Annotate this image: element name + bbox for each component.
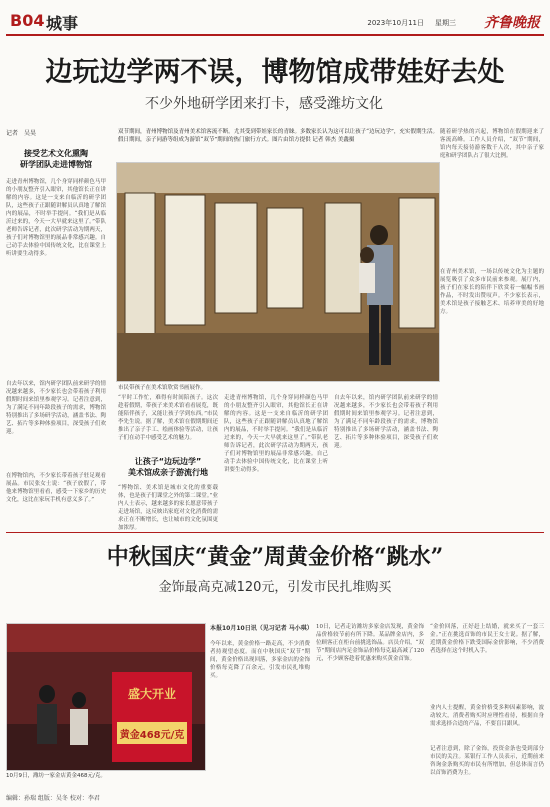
story2-colD: 业内人士提醒，黄金价格受多种因素影响，波动较大，消费者购买时应理性看待，根据自身需求选择合适的产品，不要盲目跟风。 xyxy=(430,705,544,727)
story1-intro: 双节期间，青州博物馆及青州美术馆客流不断。尤其受到带娃家长的青睐。多数家长认为这可以让孩子“边玩边学”，充实假期生活。假日期间，亲子同游等组成为游馆“双节”期间的热门旅行方式。图片由馆方提供 记者 韩杰 美鑫摄 xyxy=(118,129,438,143)
gold-shop-photo xyxy=(6,623,206,771)
story2-colB: 10日，记者走访潍坊多家金店发现，黄金饰品价格较节前有所下降。某品牌金店内，多位顾客正在柜台前挑选饰品。店员介绍，“双节”期间店内足金饰品价格每克最高减了120元，不少顾客趁着优惠来购买黄金首饰。 xyxy=(316,624,424,662)
weekday: 星期三 xyxy=(435,19,456,27)
story1-col7: “博物馆、美术馆是城市文化的重要载体，也是孩子们课堂之外的第二课堂。”业内人士表示，越来越多的家长愿意带孩子走进场馆，这反映出家庭对文化消费的需求正在不断增长，也让城市的文化氛围更加浓厚。 xyxy=(118,485,218,531)
story2-headline: 中秋国庆“黄金”周黄金价格“跳水” xyxy=(106,544,444,570)
sign-price: 黄金468元/克 xyxy=(119,730,185,741)
section-divider xyxy=(6,532,544,533)
story1-col4: 随着研学热的兴起，博物馆在假期迎来了客流高峰。工作人员介绍，“双节”期间，馆内每天接待游客数千人次，其中亲子家庭和研学团队占了很大比例。 xyxy=(440,129,544,159)
story2-subhead: 金饰最高克减120元，引发市民扎堆购买 xyxy=(158,580,392,595)
page-number: B04 xyxy=(10,11,45,30)
story1-col3: 在博物馆内，不少家长带着孩子驻足观看展品。市民张女士说：“孩子放假了，带他来博物馆里看看，感受一下家乡的历史文化，这比在家玩手机有意义多了。” xyxy=(6,473,106,503)
story2-colC: “金价回落，正好赶上结婚，就来买了一套三金。”正在挑选首饰的市民王女士说。据了解，近期黄金价格下跌受国际金价影响，不少消费者选择在这个时机入手。 xyxy=(430,624,544,654)
gold-shop-caption: 10月9日，潍坊一家金店黄金468元/克。 xyxy=(6,773,106,779)
section-name: 城事 xyxy=(46,14,79,33)
story2-colA: 今年以来，黄金价格一路走高，不少消费者持观望态度。而在中秋国庆“双节”期间，黄金价格出现回落，多家金店的金饰价格每克降了百余元，引发市民扎堆购买。 xyxy=(210,641,310,679)
story2-colE: 记者注意到，除了金饰，投资金条也受到部分市民的关注。某银行工作人员表示，近期前来咨询金条购买的市民有所增加，但总体而言仍以首饰消费为主。 xyxy=(430,746,544,776)
story1-col1: 走进青州博物馆，几个身穿同样颜色马甲的小朋友整齐引入眼帘，其他馆长正在讲解的内容。这是一支来自临沂的研学团队，这些孩子正跟随讲解员认真地了解馆内的展品，不时举手提问。“我们是从临沂过来的，今天一大早就来这里了。”带队老师告诉记者，此次研学活动为期两天，孩子们对博物馆里的展品非常感兴趣。自己动手去体验中国传统文化，比在课堂上听讲要生动得多。 xyxy=(6,179,106,257)
story1-subhead: 不少外地研学团来打卡，感受潍坊文化 xyxy=(145,96,383,112)
story1-col2: 自去年以来，馆内研学团队前来研学的情况越来越多，不少家长也会带着孩子利用假期时间来馆里参观学习。记者注意到，为了满足不同年龄段孩子的需求，博物馆特别推出了多场研学活动，涵盖书法、陶艺、拓片等多种体验项目，深受孩子们欢迎。 xyxy=(6,381,106,435)
gold-shop-photo-svg xyxy=(7,624,205,770)
sign-title: 盛大开业 xyxy=(127,687,177,701)
story1-col2-cont: 自去年以来，馆内研学团队前来研学的情况越来越多，不少家长也会带着孩子利用假期时间来馆里参观学习。记者注意到，为了满足不同年龄段孩子的需求，博物馆特别推出了多场研学活动，涵盖书法、陶艺、拓片等多种体验项目，深受孩子们欢迎。 xyxy=(334,395,438,449)
story1-col1-cont: 走进青州博物馆，几个身穿同样颜色马甲的小朋友整齐引入眼帘，其他馆长正在讲解的内容。这是一支来自临沂的研学团队，这些孩子正跟随讲解员认真地了解馆内的展品，不时举手提问。“我们是从临沂过来的，今天一大早就来这里了。”带队老师告诉记者，此次研学活动为期两天，孩子们对博物馆里的展品非常感兴趣。自己动手去体验中国传统文化，比在课堂上听讲要生动得多。 xyxy=(224,395,328,473)
page-header xyxy=(6,8,544,36)
page-footer: 编辑：孙瑞 组版：吴冬 校对：李君 xyxy=(6,795,100,802)
story1-subtitle-2: 让孩子“边玩边学” 美术馆成亲子游流行地 xyxy=(128,457,208,477)
issue-date: 2023年10月11日 xyxy=(367,19,424,27)
museum-photo-svg xyxy=(117,163,439,381)
story1-col6: “平时工作忙，难得有时间陪孩子。这次趁着假期，带孩子来美术馆看看展览，既能陪伴孩子，又能让孩子学到东西。”市民李先生说。据了解，美术馆在假期期间还推出了亲子手工、绘画体验等活动，让孩子们在动手中感受艺术的魅力。 xyxy=(118,395,218,441)
story1-col5: 在青州美术馆，一场以传统文化为主题的展览吸引了众多市民前来参观。展厅内，孩子们在家长的陪伴下欣赏着一幅幅书画作品，不时发出赞叹声。不少家长表示，美术馆是孩子接触艺术、培养审美的好地方。 xyxy=(440,269,544,315)
story1-subtitle-1: 接受艺术文化熏陶 研学团队走进博物馆 xyxy=(20,149,92,169)
story1-headline: 边玩边学两不误，博物馆成带娃好去处 xyxy=(45,57,505,88)
story2-author: 本报10月10日讯（见习记者 马小琪） xyxy=(210,625,313,632)
newspaper-logo: 齐鲁晚报 xyxy=(484,15,540,31)
story1-author: 记者 吴昊 xyxy=(6,130,37,137)
museum-photo-caption: 市民带孩子在美术馆欣赏书画展作。 xyxy=(118,385,207,391)
museum-photo xyxy=(116,162,440,382)
